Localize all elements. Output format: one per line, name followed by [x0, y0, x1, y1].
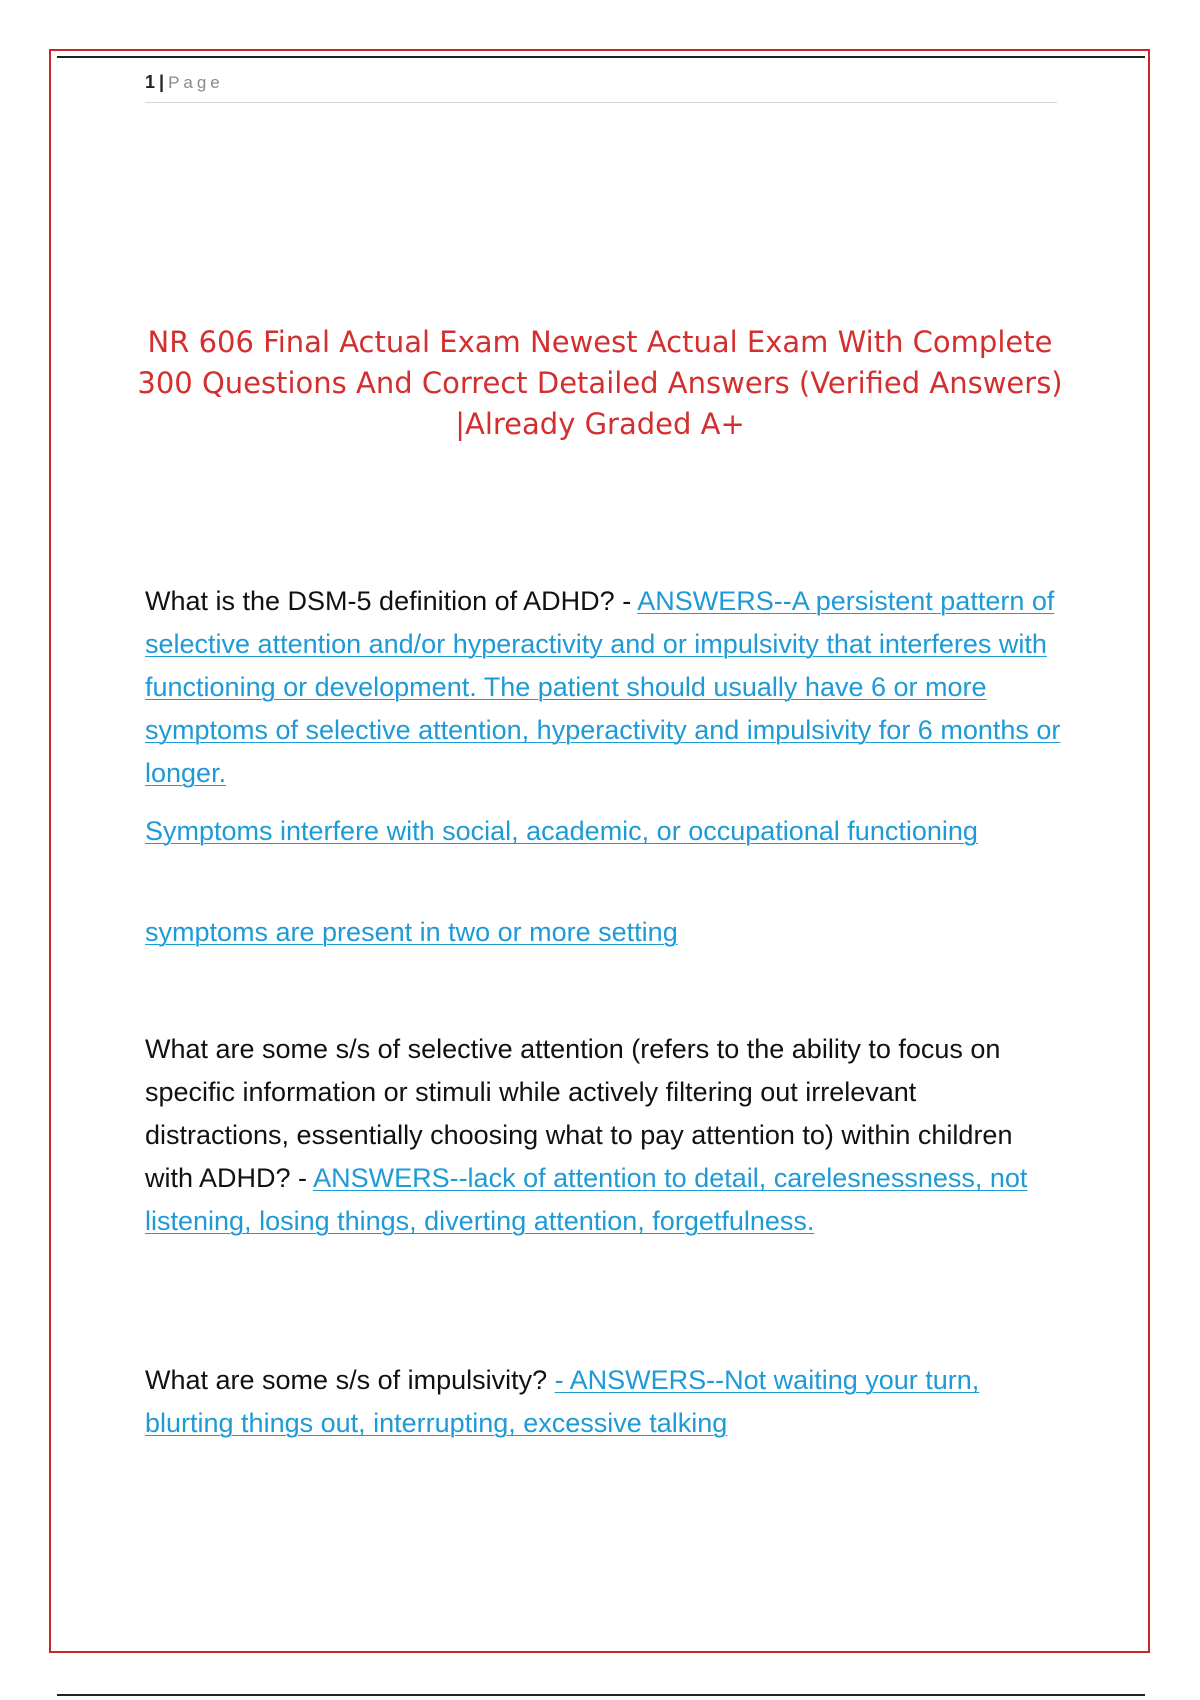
page-label: Page [168, 73, 224, 92]
question-2: What are some s/s of selective attention (refers to the ability to focus on specific information or stimuli while actively filtering out irrelevant distractions, essentially choosing what to pay attention to) within children with ADHD? - [145, 1034, 1013, 1193]
bottom-rule [57, 1694, 1145, 1696]
page-header [145, 72, 1057, 103]
qa-item-3 [145, 1359, 1065, 1445]
document-title: NR 606 Final Actual Exam Newest Actual Exam With Complete 300 Questions And Correct Detailed Answers (Verified Answers) |Already Graded A+ [137, 325, 1063, 441]
question-3: What are some s/s of impulsivity? [145, 1365, 548, 1395]
answer-1-extra-1: Symptoms interfere with social, academic, or occupational functioning [145, 816, 978, 846]
top-rule [57, 56, 1145, 58]
question-1: What is the DSM-5 definition of ADHD? - [145, 586, 632, 616]
answer-2: ANSWERS--lack of attention to detail, carelesnessness, not listening, losing things, diverting attention, forgetfulness. [145, 1163, 1028, 1236]
qa-item-2 [145, 1028, 1065, 1243]
page-separator: | [159, 72, 165, 92]
page-number: 1 [145, 72, 156, 92]
answer-1: ANSWERS--A persistent pattern of selective attention and/or hyperactivity and or impulsivity that interferes with functioning or development. The patient should usually have 6 or more symptoms of selective attention, hyperactivity and impulsivity for 6 months or longer. [145, 586, 1061, 788]
answer-1-extra-2: symptoms are present in two or more setting [145, 917, 678, 947]
answer-3: - ANSWERS--Not waiting your turn, blurting things out, interrupting, excessive talking [145, 1365, 980, 1438]
qa-item-1 [145, 580, 1065, 795]
